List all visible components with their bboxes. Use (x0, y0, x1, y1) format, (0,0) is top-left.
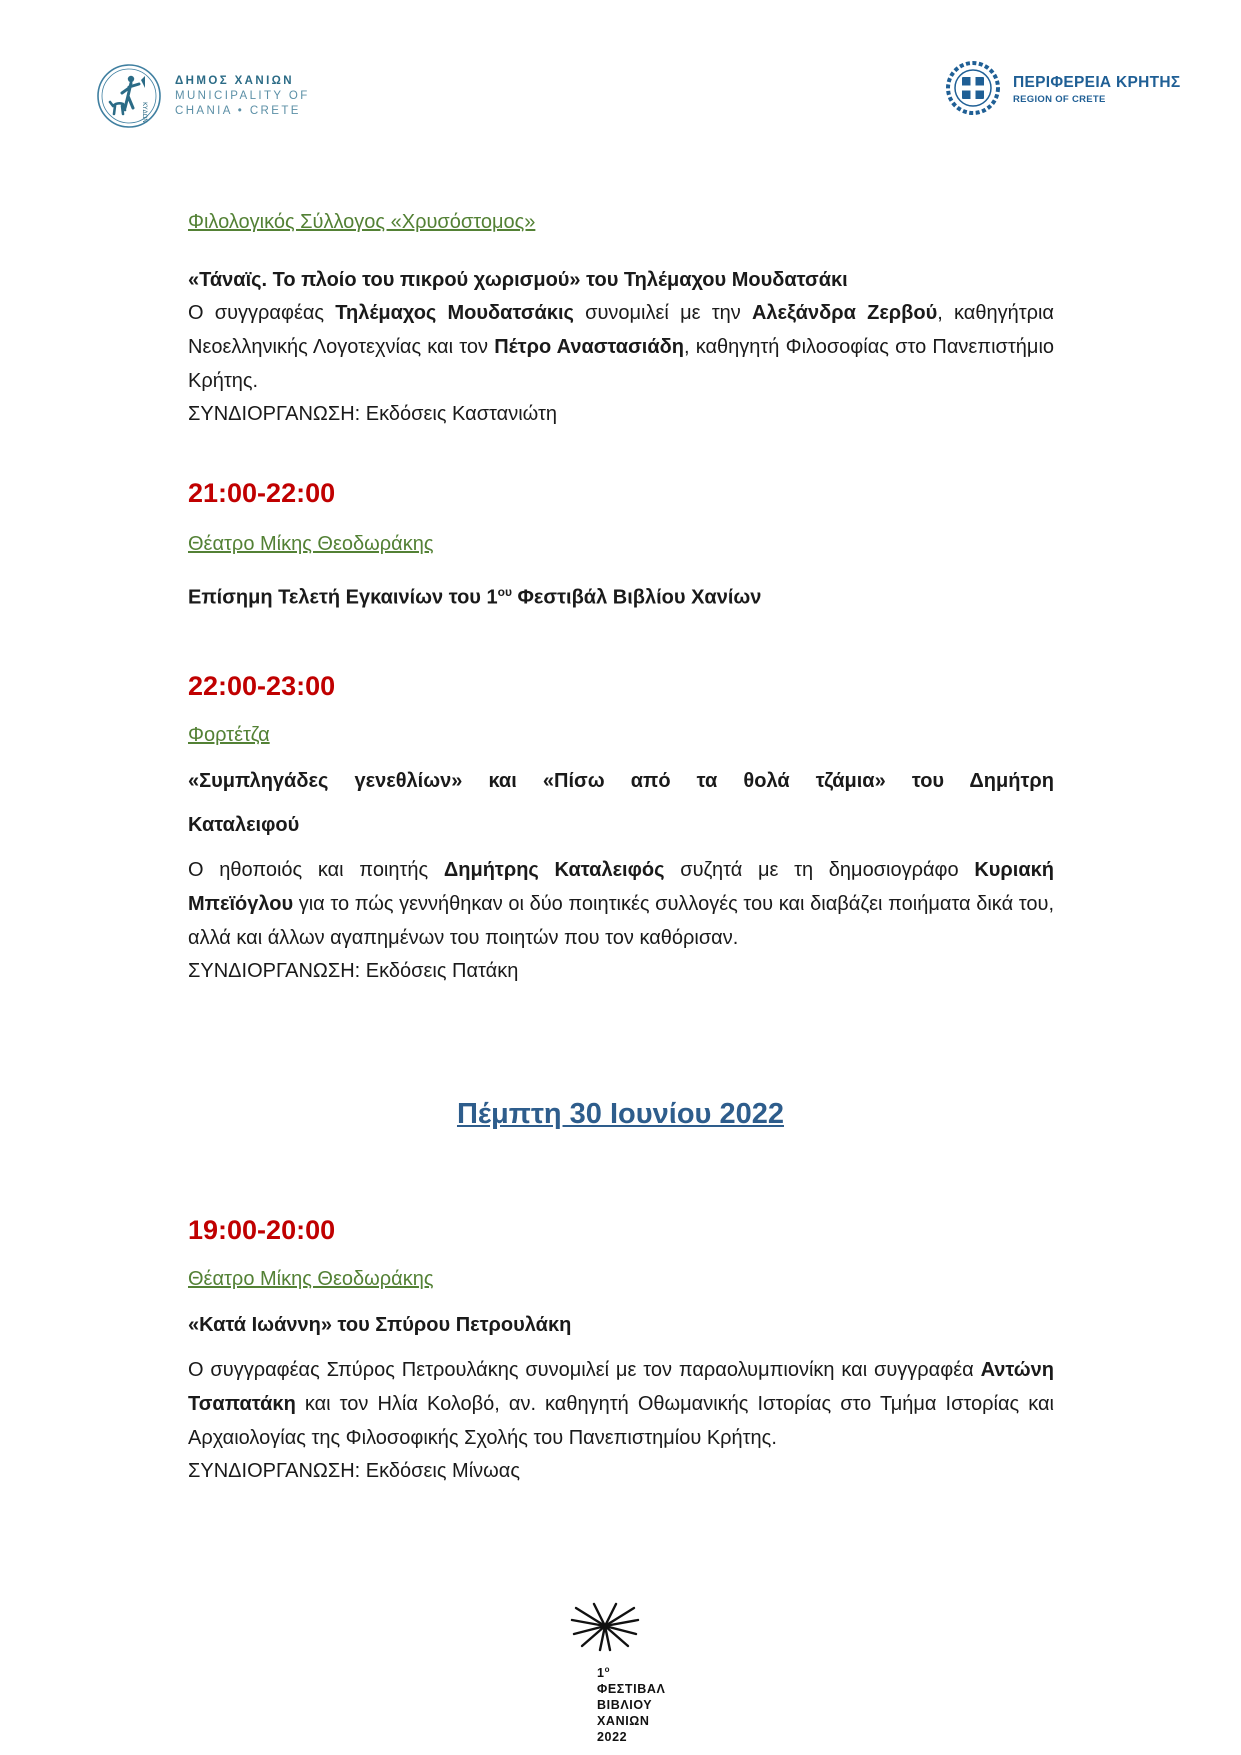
municipality-logo (95, 62, 310, 132)
festival-logo (560, 1602, 680, 1745)
municipality-name-en-2: CHANIA • CRETE (175, 105, 301, 117)
region-name-english: REGION OF CRETE (1013, 94, 1106, 105)
event-coorganizer: ΣΥΝΔΙΟΡΓΑΝΩΣΗ: Εκδόσεις Πατάκη (188, 960, 519, 982)
event-title: Επίσημη Τελετή Εγκαινίων του $1^{o\upsilon}$ Φεστιβάλ Βιβλίου Χανίων (188, 585, 762, 609)
event-time: 19:00-20:00 (188, 1215, 336, 1245)
event-time: 22:00-23:00 (188, 671, 336, 701)
event-venue: Θέατρο Μίκης Θεοδωράκης (188, 1268, 434, 1290)
festival-line3: ΧΑΝΙΩΝ (597, 1714, 650, 1729)
festival-number: $1^o$ (597, 1665, 611, 1681)
event-description: Ο συγγραφέας Σπύρος Πετρουλάκης συνομιλεί με τον παραολυμπιονίκη και συγγραφέα Αντώνη Τσαπατάκη και τον Ηλία Κολοβό, αν. καθηγητή Οθωμανικής Ιστορίας στο Τμήμα Ιστορίας και Αρχαιολογίας της Φιλοσοφικής Σχολής του Πανεπιστημίου Κρήτης. (188, 1359, 1054, 1449)
region-emblem-icon (945, 60, 1001, 116)
festival-logo-text (597, 1662, 665, 1745)
seal-lettering: ΚΥΔΩΝ (141, 102, 148, 123)
event-coorganizer: ΣΥΝΔΙΟΡΓΑΝΩΣΗ: Εκδόσεις Καστανιώτη (188, 403, 558, 425)
event-description: Ο ηθοποιός και ποιητής Δημήτρης Καταλειφός συζητά με τη δημοσιογράφο Κυριακή Μπεϊόγλου για το πώς γεννήθηκαν οι δύο ποιητικές συλλογές του και διαβάζει ποιήματα δικά του, αλλά και άλλων αγαπημένων του ποιητών που τον καθόρισαν. (188, 859, 1054, 949)
event-venue: Φορτέτζα (188, 724, 270, 746)
municipality-name-greek: ΔΗΜΟΣ ΧΑΝΙΩΝ (175, 75, 294, 87)
date-heading: Πέμπτη 30 Ιουνίου 2022 (456, 1098, 784, 1130)
event-title-line2: Καταλειφού (188, 814, 300, 836)
event-chrysostomos (188, 208, 1054, 428)
event-kataleifos (188, 669, 1054, 985)
event-title: «Κατά Ιωάννη» του Σπύρου Πετρουλάκη (188, 1314, 572, 1336)
region-name-greek: ΠΕΡΙΦΕΡΕΙΑ ΚΡΗΤΗΣ (1013, 74, 1181, 91)
event-venue: Φιλολογικός Σύλλογος «Χρυσόστομος» (188, 211, 536, 233)
event-coorganizer: ΣΥΝΔΙΟΡΓΑΝΩΣΗ: Εκδόσεις Μίνωας (188, 1460, 520, 1482)
festival-line2: ΒΙΒΛΙΟΥ (597, 1698, 653, 1713)
festival-year: 2022 (597, 1730, 628, 1745)
festival-line1: ΦΕΣΤΙΒΑΛ (597, 1682, 666, 1697)
event-description: Ο συγγραφέας Τηλέμαχος Μουδατσάκις συνομιλεί με την Αλεξάνδρα Ζερβού, καθηγήτρια Νεοελληνικής Λογοτεχνίας και τον Πέτρο Αναστασιάδη, καθηγητή Φιλοσοφίας στο Πανεπιστήμιο Κρήτης. (188, 302, 1055, 392)
event-venue: Θέατρο Μίκης Θεοδωράκης (188, 533, 434, 555)
event-title: «Τάναϊς. Το πλοίο του πικρού χωρισμού» του Τηλέμαχου Μουδατσάκι (188, 269, 848, 291)
municipality-seal-icon (95, 62, 163, 130)
event-title-line1: «Συμπληγάδες γενεθλίων» και «Πίσω από τα θολά τζάμια» του Δημήτρη (188, 770, 1054, 792)
event-petroulakis (188, 1213, 1054, 1485)
region-logo (945, 60, 1185, 120)
event-time: 21:00-22:00 (188, 478, 336, 508)
municipality-name (175, 74, 310, 119)
event-opening-ceremony (188, 476, 1054, 612)
festival-burst-icon (570, 1602, 640, 1654)
municipality-name-en-1: MUNICIPALITY OF (175, 90, 310, 102)
